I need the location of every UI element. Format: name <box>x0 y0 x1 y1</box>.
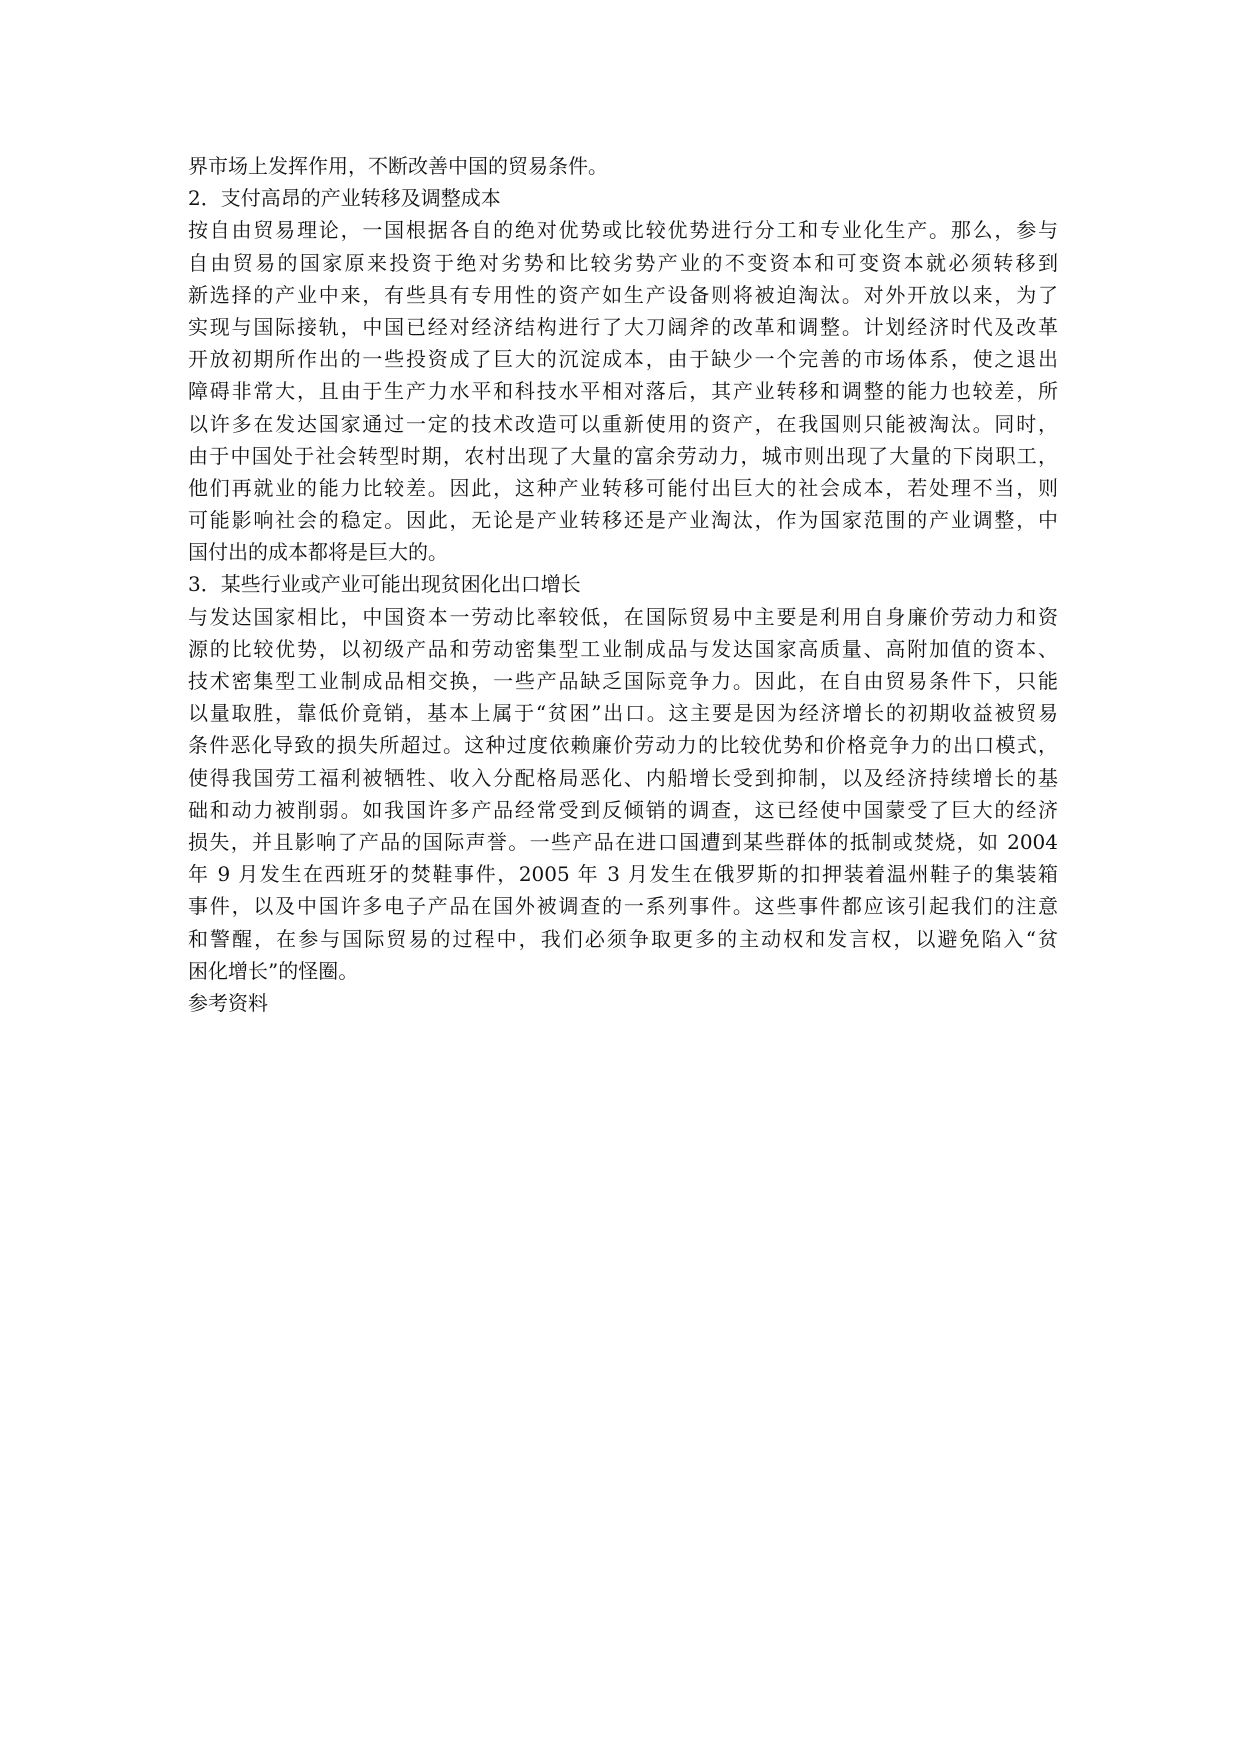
section-heading: 3．某些行业或产业可能出现贫困化出口增长 <box>188 572 581 597</box>
text-line: 实现与国际接轨，中国已经对经济结构进行了大刀阔斧的改革和调整。计划经济时代及改革 <box>188 314 1058 339</box>
text-line: 条件恶化导致的损失所超过。这种过度依赖廉价劳动力的比较优势和价格竞争力的出口模式， <box>188 733 1058 758</box>
document-body <box>188 150 1058 1019</box>
text-line: 年 9 月发生在西班牙的焚鞋事件，2005 年 3 月发生在俄罗斯的扣押装着温州鞋子的集装箱 <box>188 862 1058 887</box>
text-line: 困化增长”的怪圈。 <box>188 958 359 983</box>
text-line: 和警醒，在参与国际贸易的过程中，我们必须争取更多的主动权和发言权，以避免陷入“贫 <box>188 926 1058 951</box>
text-line: 源的比较优势，以初级产品和劳动密集型工业制成品与发达国家高质量、高附加值的资本、 <box>188 636 1058 661</box>
text-line: 新选择的产业中来，有些具有专用性的资产如生产设备则将被迫淘汰。对外开放以来，为了 <box>188 282 1058 307</box>
text-line: 技术密集型工业制成品相交换，一些产品缺乏国际竞争力。因此，在自由贸易条件下，只能 <box>188 669 1058 693</box>
text-line: 障碍非常大，且由于生产力水平和科技水平相对落后，其产业转移和调整的能力也较差，所 <box>188 379 1058 404</box>
section-heading: 2．支付高昂的产业转移及调整成本 <box>188 186 501 211</box>
text-line: 以许多在发达国家通过一定的技术改造可以重新使用的资产，在我国则只能被淘汰。同时， <box>188 411 1058 436</box>
text-line: 自由贸易的国家原来投资于绝对劣势和比较劣势产业的不变资本和可变资本就必须转移到 <box>188 250 1058 275</box>
references-heading: 参考资料 <box>188 990 268 1015</box>
text-line: 以量取胜，靠低价竟销，基本上属于“贫困”出口。这主要是因为经济增长的初期收益被贸易 <box>188 701 1058 726</box>
text-line: 他们再就业的能力比较差。因此，这种产业转移可能付出巨大的社会成本，若处理不当，则 <box>188 475 1058 500</box>
text-line: 础和动力被削弱。如我国许多产品经常受到反倾销的调查，这已经使中国蒙受了巨大的经济 <box>188 797 1058 822</box>
text-line: 可能影响社会的稳定。因此，无论是产业转移还是产业淘汰，作为国家范围的产业调整，中 <box>188 508 1058 533</box>
text-line: 由于中国处于社会转型时期，农村出现了大量的富余劳动力，城市则出现了大量的下岗职工， <box>188 443 1058 468</box>
text-line: 按自由贸易理论，一国根据各自的绝对优势或比较优势进行分工和专业化生产。那么，参与 <box>188 218 1058 243</box>
text-line: 事件，以及中国许多电子产品在国外被调查的一系列事件。这些事件都应该引起我们的注意 <box>188 894 1058 919</box>
text-line: 国付出的成本都将是巨大的。 <box>188 540 448 565</box>
text-line: 开放初期所作出的一些投资成了巨大的沉淀成本，由于缺少一个完善的市场体系，使之退出 <box>188 347 1058 372</box>
text-line: 损失，并且影响了产品的国际声誉。一些产品在进口国遭到某些群体的抵制或焚烧，如 2004 <box>188 829 1058 854</box>
text-line: 与发达国家相比，中国资本一劳动比率较低，在国际贸易中主要是利用自身廉价劳动力和资 <box>188 604 1058 629</box>
text-line: 界市场上发挥作用，不断改善中国的贸易条件。 <box>188 154 608 178</box>
text-line: 使得我国劳工福利被牺牲、收入分配格局恶化、内船增长受到抑制，以及经济持续增长的基 <box>188 765 1058 790</box>
